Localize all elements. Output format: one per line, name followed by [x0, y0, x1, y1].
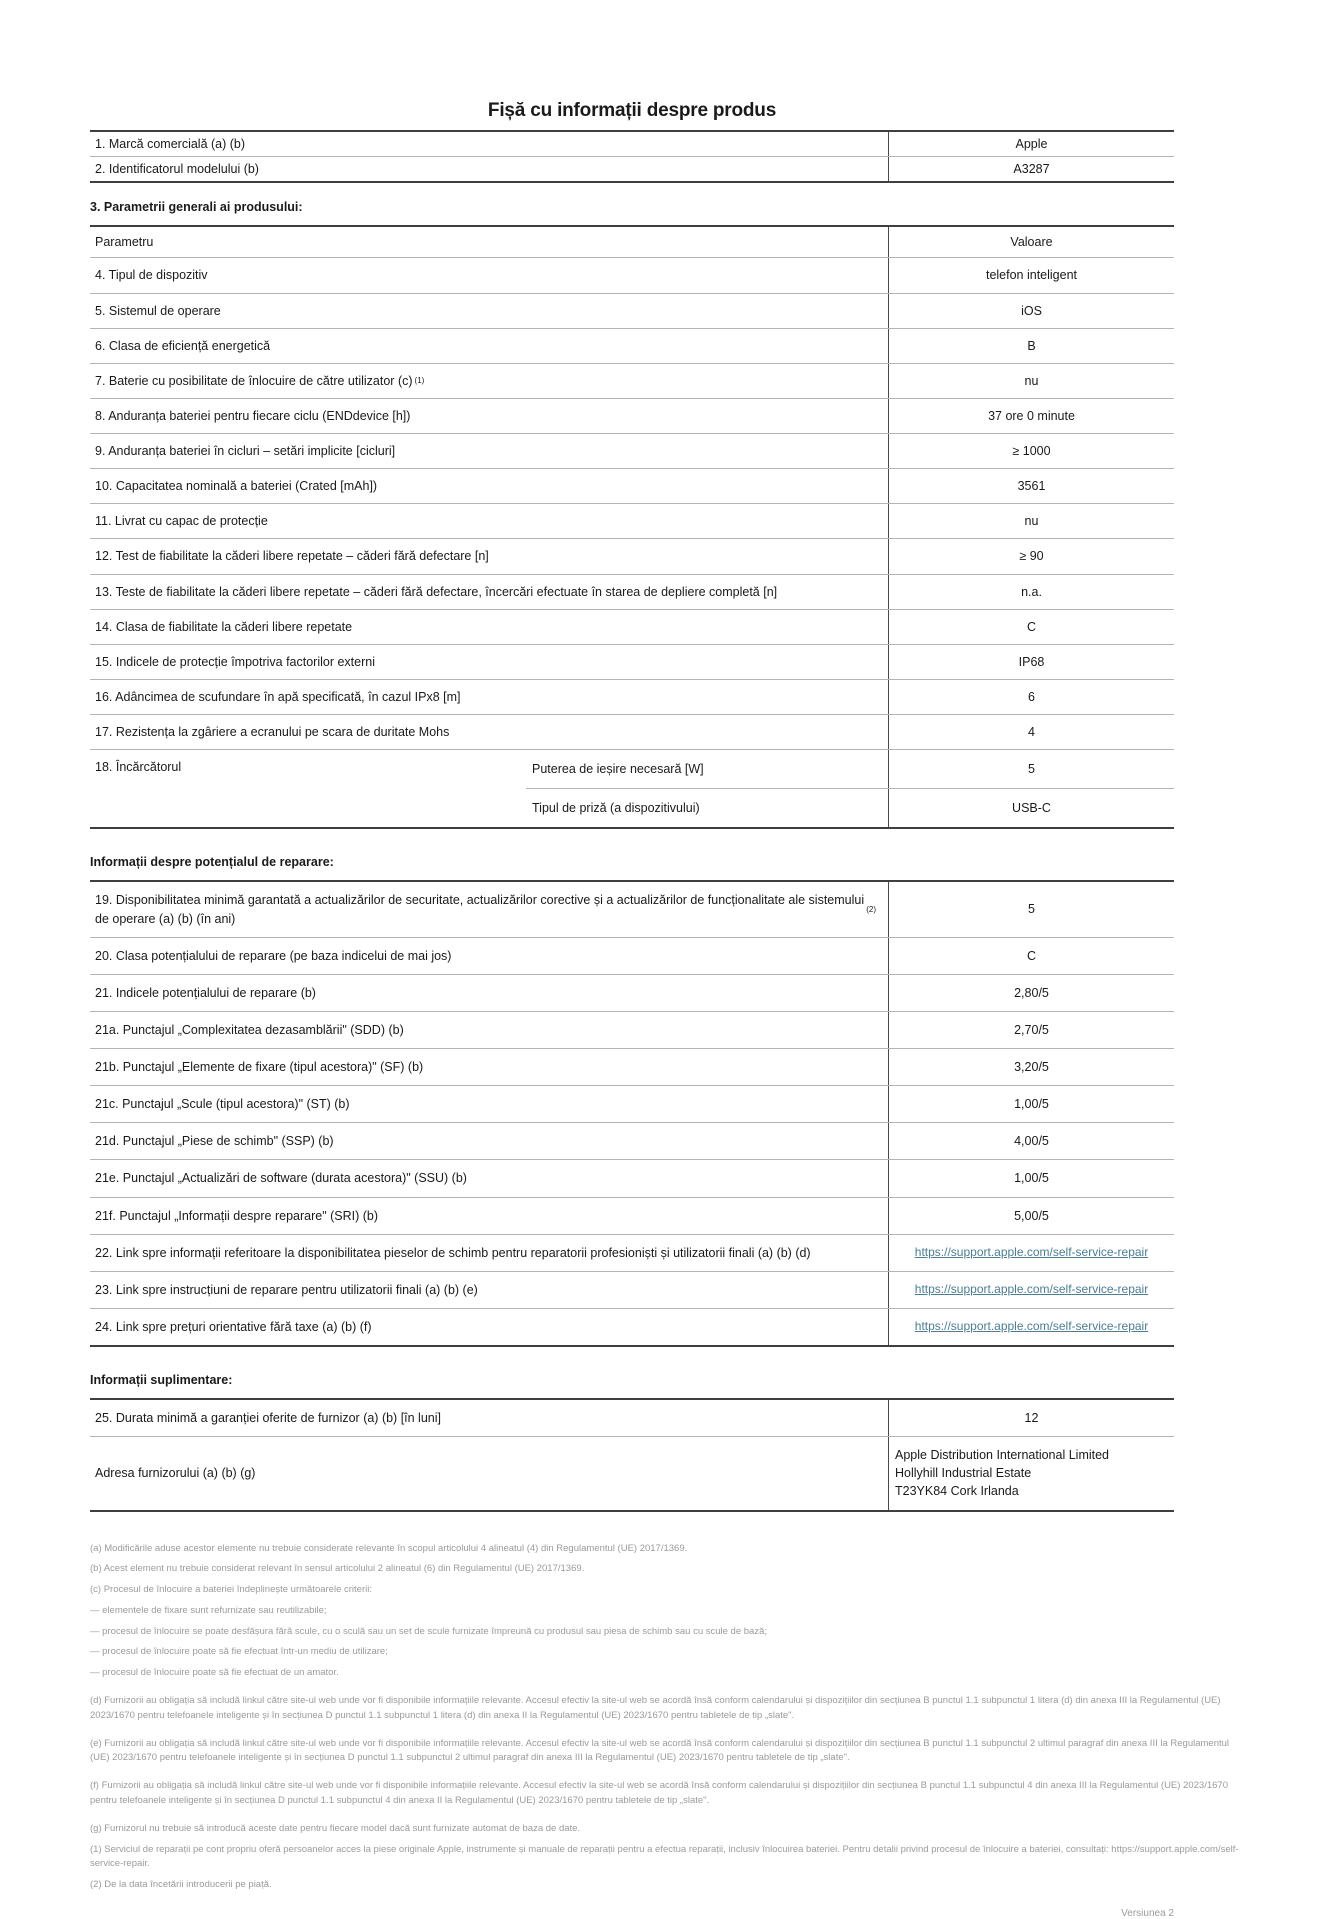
- table-row: [90, 398, 1174, 433]
- subrow-label: Puterea de ieșire necesară [W]: [532, 762, 704, 777]
- section-heading-general: 3. Parametrii generali ai produsului:: [90, 200, 303, 215]
- subrow-value: 5: [888, 750, 1174, 788]
- row-label: 16. Adâncimea de scufundare în apă specificată, în cazul IPx8 [m]: [95, 689, 461, 704]
- row-label: 10. Capacitatea nominală a bateriei (Crated [mAh]): [95, 479, 378, 494]
- table-row: [90, 293, 1174, 328]
- row-value: 3,20/5: [888, 1049, 1174, 1085]
- row-label: 21f. Punctajul „Informații despre reparare" (SRI) (b): [95, 1208, 379, 1223]
- footnote: (a) Modificările aduse acestor elemente nu trebuie considerate relevante în scopul articolului 4 alineatul (4) din Regulamentul (UE) 2017/1369.: [90, 1542, 688, 1554]
- table-row: [90, 679, 1174, 714]
- row-value: 4: [888, 715, 1174, 749]
- row-label: 13. Teste de fiabilitate la căderi libere repetate – căderi fără defectare, încercări efectuate în starea de depliere completă [n]: [95, 584, 778, 599]
- row-value: 12: [888, 1400, 1174, 1436]
- page-title: Fișă cu informații despre produs: [487, 100, 777, 121]
- table-row: [90, 937, 1174, 974]
- row-label: 21d. Punctajul „Piese de schimb" (SSP) (b): [95, 1134, 334, 1149]
- row-value: 3561: [888, 469, 1174, 503]
- footnote: — elementele de fixare sunt refurnizate sau reutilizabile;: [90, 1604, 327, 1616]
- subrow-value: USB-C: [888, 789, 1174, 827]
- row-value: B: [888, 329, 1174, 363]
- row-label: 17. Rezistența la zgâriere a ecranului pe scara de duritate Mohs: [95, 725, 450, 739]
- row-value: nu: [888, 504, 1174, 538]
- table-row: [90, 574, 1174, 609]
- table-row: [90, 363, 1174, 398]
- footnote: (d) Furnizorii au obligația să includă linkul către site-ul web unde vor fi disponibile informațiile relevante. Accesul efectiv la site-ul web se acordă însă conform calendarului și dispozițiilor din secțiunea B punctul 1.1 subpunctul 1 litera (d) din anexa III la Regulamentul (UE) 2023/1670 pentru telefoanele inteligente și în secțiunea D punctul 1.1 subpunctul 1 litera (d) din anexa II la Regulamentul (UE) 2023/1670 pentru tabletele de tip „slate".: [90, 1695, 1221, 1721]
- section-heading-additional: Informații suplimentare:: [90, 1373, 233, 1387]
- row-value: 6: [888, 680, 1174, 714]
- charger-subtable: [526, 750, 1174, 827]
- product-fiche-page: [90, 0, 1239, 1919]
- additional-info-table: [90, 1398, 1174, 1512]
- row-label: 7. Baterie cu posibilitate de înlocuire de către utilizator (c) (1): [95, 373, 425, 388]
- table-row: [90, 1400, 1174, 1436]
- row-label: 23. Link spre instrucțiuni de reparare pentru utilizatorii finali (a) (b) (e): [95, 1282, 478, 1297]
- row-value: [888, 1235, 1174, 1271]
- footnote: (1) Serviciul de reparații pe cont propriu oferă persoanelor acces la piese originale Apple, instrumente și manuale de reparații pentru a efectua reparații, inclusiv înlocuirea bateriei. Pentru detalii privind procesul de înlocuire a bateriei, consultați: https://support.apple.com/self-service-repair.: [90, 1843, 1239, 1869]
- product-id-table: [90, 130, 1174, 183]
- row-label: 1. Marcă comercială (a) (b): [95, 137, 246, 151]
- table-row: [90, 132, 1174, 156]
- table-row: [90, 644, 1174, 679]
- row-value: A3287: [888, 157, 1174, 181]
- row-value: [888, 1309, 1174, 1345]
- header-parametru: Parametru: [95, 235, 154, 250]
- table-row: [90, 1234, 1174, 1271]
- row-label: 22. Link spre informații referitoare la disponibilitatea pieselor de schimb pentru reparatorii profesioniști și utilizatorii finali (a) (b) (d): [95, 1245, 811, 1260]
- table-row: [90, 1085, 1174, 1122]
- row-value: n.a.: [888, 575, 1174, 609]
- header-valoare: Valoare: [888, 227, 1174, 257]
- footnote: — procesul de înlocuire poate să fie efectuat de un amator.: [90, 1667, 339, 1678]
- row-label: 4. Tipul de dispozitiv: [95, 268, 208, 283]
- row-label: 5. Sistemul de operare: [95, 303, 221, 318]
- row-value: 37 ore 0 minute: [888, 399, 1174, 433]
- row-value: C: [888, 610, 1174, 644]
- charger-subrow: [526, 750, 1174, 788]
- table-row: [90, 1308, 1174, 1345]
- table-row: [90, 328, 1174, 363]
- row-value: iOS: [888, 294, 1174, 328]
- row-value: 5: [888, 882, 1174, 936]
- table-row: [90, 882, 1174, 936]
- row-label: 21e. Punctajul „Actualizări de software (durata acestora)" (SSU) (b): [95, 1171, 467, 1186]
- footnote: — procesul de înlocuire poate să fie efectuat într-un mediu de utilizare;: [90, 1646, 388, 1658]
- row-value: [888, 1272, 1174, 1308]
- row-label: 8. Anduranța bateriei pentru fiecare ciclu (ENDdevice [h]): [95, 408, 411, 423]
- row-label: 21b. Punctajul „Elemente de fixare (tipul acestora)" (SF) (b): [95, 1060, 424, 1074]
- row-value: nu: [888, 364, 1174, 398]
- row-value: 1,00/5: [888, 1086, 1174, 1122]
- table-row: [90, 257, 1174, 292]
- table-row: [90, 1197, 1174, 1234]
- row-label: 21c. Punctajul „Scule (tipul acestora)" (ST) (b): [95, 1097, 350, 1112]
- table-row: [90, 1271, 1174, 1308]
- table-row: [90, 503, 1174, 538]
- section-heading-repair: Informații despre potențialul de reparare:: [90, 855, 334, 870]
- footnote: — procesul de înlocuire se poate desfășura fără scule, cu o sculă sau un set de scule furnizate împreună cu produsul sau piesa de schimb sau cu scule de bază;: [90, 1625, 768, 1637]
- support-link[interactable]: https://support.apple.com/self-service-repair: [914, 1244, 1149, 1259]
- row-value: IP68: [888, 645, 1174, 679]
- table-row: [90, 433, 1174, 468]
- row-value: Apple: [888, 132, 1174, 156]
- footnote: (b) Acest element nu trebuie considerat relevant în sensul articolului 2 alineatul (6) din Regulamentul (UE) 2017/1369.: [90, 1563, 585, 1575]
- row-value: telefon inteligent: [888, 258, 1174, 292]
- charger-label: 18. Încărcătorul: [95, 760, 182, 775]
- row-value: ≥ 90: [888, 539, 1174, 573]
- row-label: 11. Livrat cu capac de protecție: [95, 514, 268, 529]
- row-value: 5,00/5: [888, 1198, 1174, 1234]
- row-label: 14. Clasa de fiabilitate la căderi libere repetate: [95, 619, 353, 634]
- row-label: 9. Anduranța bateriei în cicluri – setări implicite [cicluri]: [95, 444, 396, 458]
- row-value: C: [888, 938, 1174, 974]
- table-row: [90, 1436, 1174, 1509]
- charger-row: [90, 749, 1174, 827]
- table-row: [90, 1048, 1174, 1085]
- row-label: 15. Indicele de protecție împotriva factorilor externi: [95, 654, 375, 669]
- table-row: [90, 1122, 1174, 1159]
- row-value: 1,00/5: [888, 1160, 1174, 1196]
- table-row: [90, 714, 1174, 749]
- row-label: Adresa furnizorului (a) (b) (g): [95, 1466, 256, 1481]
- row-value: 2,80/5: [888, 975, 1174, 1011]
- support-link[interactable]: https://support.apple.com/self-service-repair: [914, 1282, 1149, 1297]
- row-value: 2,70/5: [888, 1012, 1174, 1048]
- repair-potential-table: [90, 880, 1174, 1347]
- row-label: 19. Disponibilitatea minimă garantată a actualizărilor de securitate, actualizărilor corective și a actualizărilor de funcționalitate ale sistemului de operare (a) (b) (în ani) (2): [95, 893, 876, 926]
- table-row: [90, 468, 1174, 503]
- table-row: [90, 538, 1174, 573]
- row-label: 25. Durata minimă a garanției oferite de furnizor (a) (b) [în luni]: [95, 1411, 441, 1425]
- row-label: 20. Clasa potențialului de reparare (pe baza indicelui de mai jos): [95, 948, 452, 963]
- table-row: [90, 609, 1174, 644]
- footnote: (2) De la data încetării introducerii pe piață.: [90, 1878, 272, 1890]
- subrow-label: Tipul de priză (a dispozitivului): [532, 801, 700, 816]
- charger-subrow: [526, 788, 1174, 827]
- footnote: (f) Furnizorii au obligația să includă linkul către site-ul web unde vor fi disponibile informațiile relevante. Accesul efectiv la site-ul web se acordă însă conform calendarului și dispozițiilor din secțiunea B punctul 1.1 subpunctul 4 din anexa III la Regulamentul (UE) 2023/1670 pentru telefoanele inteligente și în secțiunea D punctul 1.1 subpunctul 4 din anexa II la Regulamentul (UE) 2023/1670 pentru tabletele de tip „slate".: [90, 1780, 1228, 1806]
- general-params-table: [90, 225, 1174, 829]
- table-row: [90, 1159, 1174, 1196]
- row-label: 21. Indicele potențialului de reparare (b): [95, 985, 316, 1000]
- row-label: 12. Test de fiabilitate la căderi libere repetate – căderi fără defectare [n]: [95, 549, 489, 564]
- row-value: [888, 1437, 1174, 1509]
- footnote: (g) Furnizorul nu trebuie să introducă aceste date pentru fiecare model dacă sunt furnizate automat de baza de date.: [90, 1822, 581, 1834]
- row-value: ≥ 1000: [888, 434, 1174, 468]
- row-label: 21a. Punctajul „Complexitatea dezasamblării" (SDD) (b): [95, 1022, 404, 1037]
- row-value: 4,00/5: [888, 1123, 1174, 1159]
- version-label: Versiunea 2: [1121, 1907, 1174, 1919]
- footnote: (e) Furnizorii au obligația să includă linkul către site-ul web unde vor fi disponibile informațiile relevante. Accesul efectiv la site-ul web se acordă însă conform calendarului și dispozițiilor din secțiunea B punctul 1.1 subpunctul 2 ultimul paragraf din anexa III la Regulamentul (UE) 2023/1670 pentru telefoanele inteligente și în secțiunea D punctul 1.1 subpunctul 2 ultimul paragraf din anexa III la Regulamentul (UE) 2023/1670 pentru tabletele de tip „slate".: [90, 1737, 1230, 1763]
- row-label: 2. Identificatorul modelului (b): [95, 162, 259, 177]
- table-row: [90, 1011, 1174, 1048]
- row-label: 6. Clasa de eficiență energetică: [95, 338, 271, 353]
- supplier-address: Apple Distribution International Limited Hollyhill Industrial Estate T23YK84 Cork Irlanda: [895, 1448, 1110, 1499]
- support-link[interactable]: https://support.apple.com/self-service-repair: [914, 1319, 1149, 1334]
- footnote: (c) Procesul de înlocuire a bateriei îndeplinește următoarele criterii:: [90, 1584, 372, 1595]
- footnotes: [90, 1542, 1240, 1892]
- table-row: [90, 156, 1174, 181]
- table-row: [90, 974, 1174, 1011]
- row-label: 24. Link spre prețuri orientative fără taxe (a) (b) (f): [95, 1319, 372, 1334]
- table-header-row: [90, 227, 1174, 257]
